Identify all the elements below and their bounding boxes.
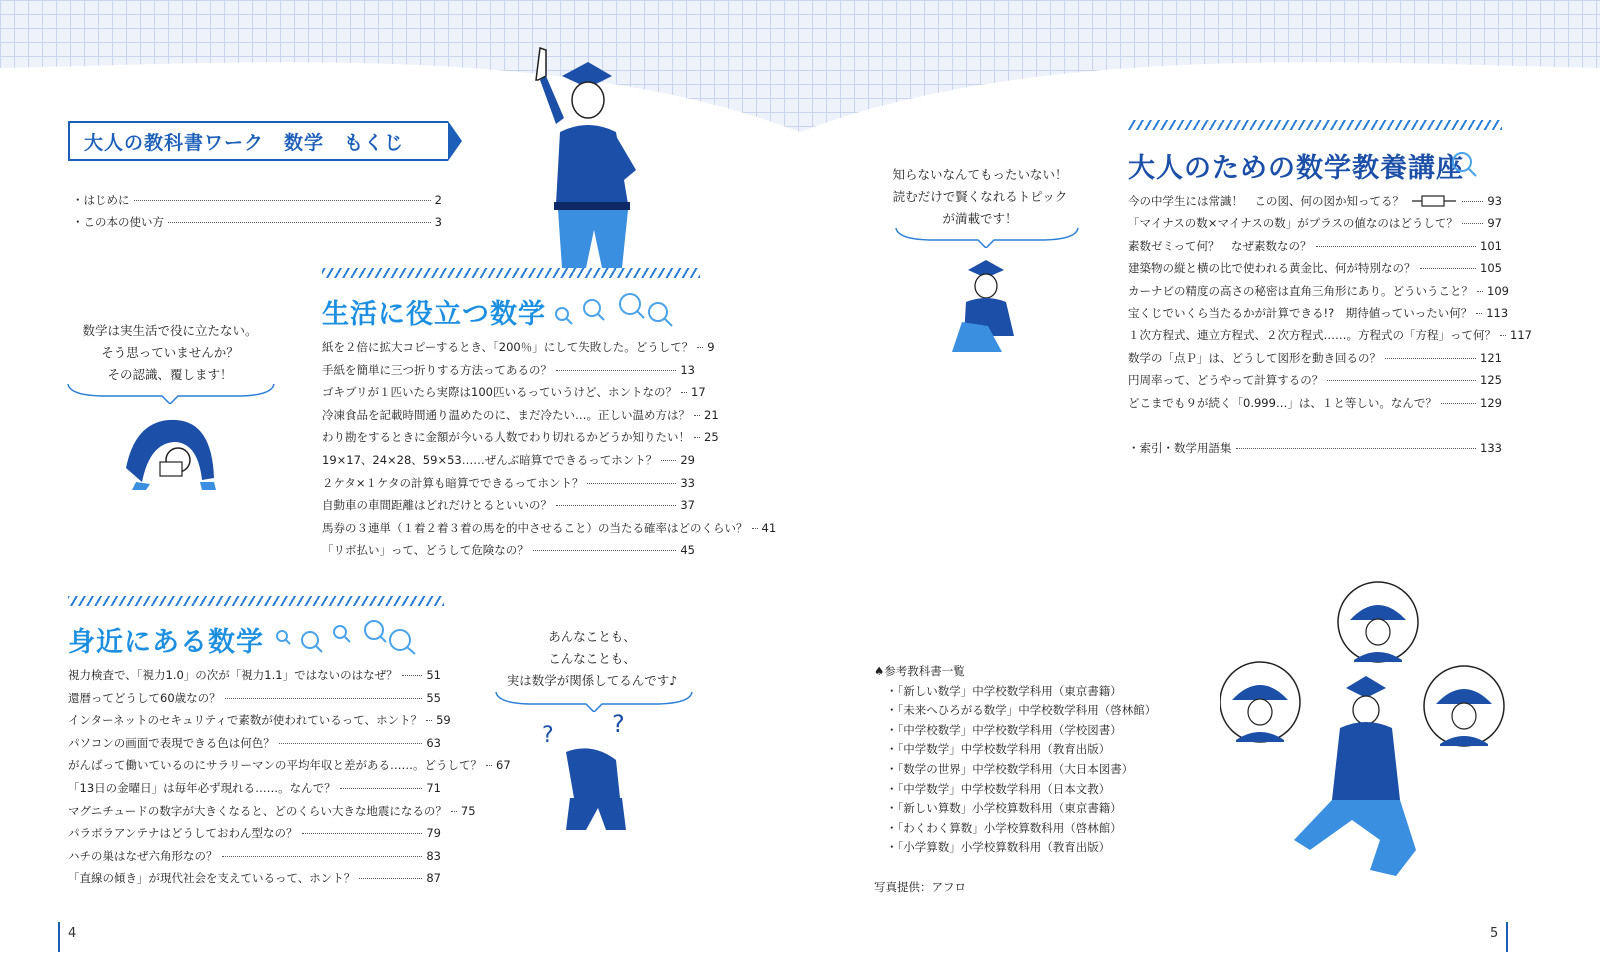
reference-item: ・「新しい算数」小学校算数科用（東京書籍） xyxy=(886,801,1122,816)
reference-item: ・「中学数学」中学校数学科用（教育出版） xyxy=(886,742,1111,757)
bubble3-line: 知らないなんてもったいない！ xyxy=(892,167,1068,182)
leader-dots xyxy=(1236,448,1477,449)
bubble2-line: 実は数学が関係してるんです♪ xyxy=(506,673,678,688)
reference-list xyxy=(874,662,1156,858)
toc-entry-title: 「リボ払い」って、どうして危険なの？ xyxy=(322,543,529,558)
toc-entry xyxy=(68,870,441,886)
leader-dots xyxy=(1477,291,1483,292)
toc-entry-page: 33 xyxy=(680,475,695,490)
bubble3-line: が満載です！ xyxy=(942,211,1018,226)
leader-dots xyxy=(402,675,423,676)
leader-dots xyxy=(681,392,687,393)
magnifier-icon-3 xyxy=(1448,148,1482,180)
bubble3-tail-icon xyxy=(894,226,1080,248)
toc-entry-page: 67 xyxy=(496,758,511,773)
toc-entry xyxy=(68,803,476,819)
reference-items xyxy=(874,682,1156,858)
toc-entry xyxy=(1128,372,1502,388)
toc-entry xyxy=(322,497,695,513)
leader-dots xyxy=(1441,403,1476,404)
bubble2-line: こんなことも、 xyxy=(548,651,636,666)
toc-entry xyxy=(1128,238,1502,254)
section3-title: 大人のための数学教養講座 xyxy=(1128,153,1464,184)
leader-dots xyxy=(1316,246,1477,247)
reference-item: ・「数学の世界」中学校数学科用（大日本図書） xyxy=(886,761,1134,776)
toc-entry-title: わり勘をするときに金額が今いる人数でわり切れるかどうか知りたい！ xyxy=(322,430,690,445)
toc-entry-title: 「マイナスの数×マイナスの数」がプラスの値なのはどうして？ xyxy=(1128,216,1458,231)
leader-dots xyxy=(1500,335,1506,336)
leader-dots xyxy=(359,878,422,879)
toc-entry-page: 3 xyxy=(434,215,442,229)
toc-entry-title: ハチの巣はなぜ六角形なの？ xyxy=(68,848,218,863)
bubble1-tail-icon xyxy=(66,382,276,404)
toc-entry xyxy=(1128,305,1509,321)
toc-entry-title: 素数ゼミって何？ なぜ素数なの？ xyxy=(1128,238,1312,253)
toc-entry-page: 71 xyxy=(426,781,441,795)
toc-entry-title: 建築物の縦と横の比で使われる黄金比、何が特別なの？ xyxy=(1128,261,1416,276)
reference-item: ・「新しい数学」中学校数学科用（東京書籍） xyxy=(886,683,1122,698)
leader-dots xyxy=(752,528,758,529)
leader-dots xyxy=(661,460,676,461)
toc-entry xyxy=(1128,327,1532,343)
toc-entry xyxy=(68,690,441,706)
toc-title: 大人の教科書ワーク 数学 もくじ xyxy=(84,131,405,154)
leader-dots xyxy=(279,743,423,744)
toc-entry-page: 93 xyxy=(1487,194,1502,208)
section1-hatch xyxy=(322,268,700,278)
reference-item: ・「わくわく算数」小学校算数科用（啓林館） xyxy=(886,820,1122,835)
left-page-bar xyxy=(58,922,60,952)
section2-hatch xyxy=(68,596,444,606)
toc-entry-title: 宝くじでいくら当たるかが計算できる!? 期待値っていったい何？ xyxy=(1128,306,1473,320)
reference-item: ・「未来へひろがる数学」中学校数学科用（啓林館） xyxy=(886,703,1157,718)
toc-entry-page: 13 xyxy=(680,362,695,377)
toc-entry xyxy=(68,712,451,728)
svg-text:?: ? xyxy=(542,723,554,748)
section3-hatch xyxy=(1128,120,1502,130)
speech-bubble-1 xyxy=(60,320,280,386)
reference-item: ・「中学校数学」中学校数学科用（学校図書） xyxy=(886,722,1122,737)
leader-dots xyxy=(222,856,423,857)
toc-entry-page: 9 xyxy=(707,340,715,354)
bubble2-line: あんなことも、 xyxy=(548,629,636,644)
toc-entry-title: 視力検査で、「視力1.0」の次が「視力1.1」ではないのはなぜ？ xyxy=(68,668,398,682)
toc-entry-title: 円周率って、どうやって計算するの？ xyxy=(1128,373,1324,388)
leader-dots xyxy=(556,370,676,371)
leader-dots xyxy=(697,347,703,348)
kneeling-man-illustration xyxy=(536,712,646,832)
toc-entry-page: 41 xyxy=(761,520,777,535)
toc-entry xyxy=(322,429,719,445)
toc-entry xyxy=(322,339,715,355)
toc-entry-title: 還暦ってどうして60歳なの？ xyxy=(68,690,221,705)
toc-entry xyxy=(1128,283,1509,299)
toc-entry-page: 117 xyxy=(1510,328,1532,343)
bubble3-line: 読むだけで賢くなれるトピック xyxy=(892,189,1068,204)
leader-dots xyxy=(1462,223,1483,224)
toc-entry-page: 83 xyxy=(426,848,441,863)
leader-dots xyxy=(451,811,457,812)
bending-man-illustration xyxy=(116,408,226,494)
toc-entry xyxy=(322,542,695,558)
svg-text:?: ? xyxy=(612,712,625,738)
toc-entry-page: 101 xyxy=(1480,238,1502,253)
toc-entry-page: 29 xyxy=(680,453,695,467)
toc-entry xyxy=(72,214,442,230)
toc-entry-title: 紙を２倍に拡大コピーするとき、「200％」にして失敗した。どうして？ xyxy=(322,340,694,354)
toc-entry-page: 113 xyxy=(1486,306,1509,320)
toc-entry-title: 今の中学生には常識！ この図、何の図か知ってる？ xyxy=(1128,194,1404,208)
leader-dots xyxy=(340,788,423,789)
leader-dots xyxy=(225,698,423,699)
toc-entry-page: 79 xyxy=(426,826,441,841)
toc-entry xyxy=(322,452,695,468)
toc-entry-title: パソコンの画面で表現できる色は何色？ xyxy=(68,735,275,750)
toc-entry xyxy=(68,735,441,751)
toc-entry-title: 自動車の車間距離はどれだけとるといいの？ xyxy=(322,498,552,513)
toc-entry-page: 21 xyxy=(704,407,719,422)
toc-entry-page: 121 xyxy=(1480,350,1502,365)
toc-entry-title: インターネットのセキュリティで素数が使われているって、ホント？ xyxy=(68,713,423,728)
toc-entry xyxy=(68,757,511,773)
toc-entry-page: 129 xyxy=(1480,395,1502,410)
toc-entry-page: 109 xyxy=(1487,283,1509,298)
toc-entry xyxy=(1128,395,1502,411)
toc-entry-title: 手紙を簡単に三つ折りする方法ってあるの？ xyxy=(322,362,552,377)
toc-entry-page: 75 xyxy=(460,803,476,818)
toc-entry xyxy=(68,848,441,864)
toc-entry xyxy=(72,192,442,208)
leader-dots xyxy=(426,720,432,721)
photo-credit: 写真提供：アフロ xyxy=(874,880,966,894)
leader-dots xyxy=(1476,313,1482,314)
toc-entry xyxy=(1128,350,1502,366)
toc-entry-title: 馬券の３連単（１着２着３着の馬を的中させること）の当たる確率はどのくらい？ xyxy=(322,520,748,535)
toc-entry-title: パラボラアンテナはどうしておわん型なの？ xyxy=(68,826,298,841)
leader-dots xyxy=(694,415,700,416)
right-page-bar xyxy=(1506,922,1508,952)
toc-entry-title: ２ケタ×１ケタの計算も暗算でできるってホント？ xyxy=(322,475,584,490)
toc-entry-page: 37 xyxy=(680,498,695,513)
toc-entry-page: 87 xyxy=(426,871,441,886)
toc-entry-title: 「直線の傾き」が現代社会を支えているって、ホント？ xyxy=(68,871,356,886)
reference-heading: ♠参考教科書一覧 xyxy=(874,664,965,678)
toc-entry-page: 51 xyxy=(426,668,441,682)
reference-item: ・「中学数学」中学校数学科用（日本文教） xyxy=(886,781,1111,796)
toc-entry-title: マグニチュードの数字が大きくなると、どのくらい大きな地震になるの？ xyxy=(68,803,447,818)
toc-title-box xyxy=(68,121,448,161)
toc-entry-title: ・索引・数学用語集 xyxy=(1128,441,1232,455)
toc-entry-page: 17 xyxy=(691,385,706,400)
toc-entry-title: 冷凍食品を記載時間通り温めたのに、まだ冷たい…。正しい温め方は？ xyxy=(322,407,690,422)
standing-man-illustration xyxy=(516,40,666,268)
bubble2-tail-icon xyxy=(494,690,694,712)
toc-entry xyxy=(1128,260,1502,276)
toc-entry-page: 125 xyxy=(1480,373,1502,388)
leader-dots xyxy=(694,437,700,438)
leader-dots xyxy=(1462,201,1483,202)
leader-dots xyxy=(1327,380,1476,381)
toc-entry-title: １次方程式、連立方程式、２次方程式……。方程式の「方程」って何？ xyxy=(1128,328,1496,343)
toc-entry-title: 19×17、24×28、59×53……ぜんぶ暗算でできるってホント？ xyxy=(322,453,658,467)
toc-entry xyxy=(68,667,441,683)
magnifier-icons-1 xyxy=(548,288,678,338)
sitting-man-illustration xyxy=(944,256,1024,356)
left-page-number: 4 xyxy=(68,926,77,941)
toc-entry-title: ・この本の使い方 xyxy=(72,215,164,229)
toc-entry-page: 55 xyxy=(426,690,441,705)
leader-dots xyxy=(533,550,677,551)
speech-bubble-2 xyxy=(492,626,692,692)
magnifier-icons-2 xyxy=(270,618,420,664)
leader-dots xyxy=(168,222,431,223)
toc-entry-title: ・はじめに xyxy=(72,193,130,207)
toc-entry xyxy=(322,475,695,491)
toc-entry xyxy=(322,407,719,423)
toc-entry-title: ゴキブリが１匹いたら実際は100匹いるっていうけど、ホントなの？ xyxy=(322,385,677,400)
leader-dots xyxy=(134,200,431,201)
toc-entry xyxy=(322,520,777,536)
leader-dots xyxy=(1385,358,1476,359)
toc-entry-title: どこまでも９が続く「0.999…」は、１と等しい。なんで？ xyxy=(1128,395,1437,410)
toc-entry xyxy=(68,825,441,841)
thinking-faces-illustration xyxy=(1220,580,1510,880)
leader-dots xyxy=(486,765,492,766)
toc-entry-page: 105 xyxy=(1480,261,1502,276)
section2-title: 身近にある数学 xyxy=(68,627,264,658)
reference-item: ・「小学算数」小学校算数科用（教育出版） xyxy=(886,840,1111,855)
toc-entry xyxy=(68,780,441,796)
toc-entry xyxy=(322,362,695,378)
leader-dots xyxy=(1420,268,1477,269)
toc-entry-page: 25 xyxy=(704,430,719,445)
toc-entry-page: 2 xyxy=(434,193,442,207)
toc-entry-page: 97 xyxy=(1487,216,1502,231)
toc-entry-title: カーナビの精度の高さの秘密は直角三角形にあり。どういうこと？ xyxy=(1128,283,1473,298)
leader-dots xyxy=(556,505,676,506)
toc-entry xyxy=(1128,215,1502,231)
toc-entry-title: 数学の「点Ｐ」は、どうして図形を動き回るの？ xyxy=(1128,350,1381,365)
toc-entry xyxy=(1128,440,1502,456)
bubble1-line: その認識、覆します！ xyxy=(107,367,233,382)
section1-title: 生活に役立つ数学 xyxy=(322,299,546,330)
leader-dots xyxy=(302,833,423,834)
toc-entry xyxy=(322,384,706,400)
number-line-diagram-icon xyxy=(1410,195,1458,207)
right-page-number: 5 xyxy=(1490,926,1499,941)
toc-entry-page: 59 xyxy=(436,713,451,728)
leader-dots xyxy=(587,483,676,484)
toc-entry-page: 45 xyxy=(680,543,695,558)
toc-entry-title: 「13日の金曜日」は毎年必ず現れる……。なんで？ xyxy=(68,781,336,795)
toc-entry-page: 133 xyxy=(1480,441,1502,455)
bubble1-line: 数学は実生活で役に立たない。 xyxy=(82,323,258,338)
toc-entry-page: 63 xyxy=(426,735,441,750)
speech-bubble-3 xyxy=(880,164,1080,230)
bubble1-line: そう思っていませんか？ xyxy=(101,345,239,360)
toc-entry-title: がんばって働いているのにサラリーマンの平均年収と差がある……。どうして？ xyxy=(68,758,482,773)
